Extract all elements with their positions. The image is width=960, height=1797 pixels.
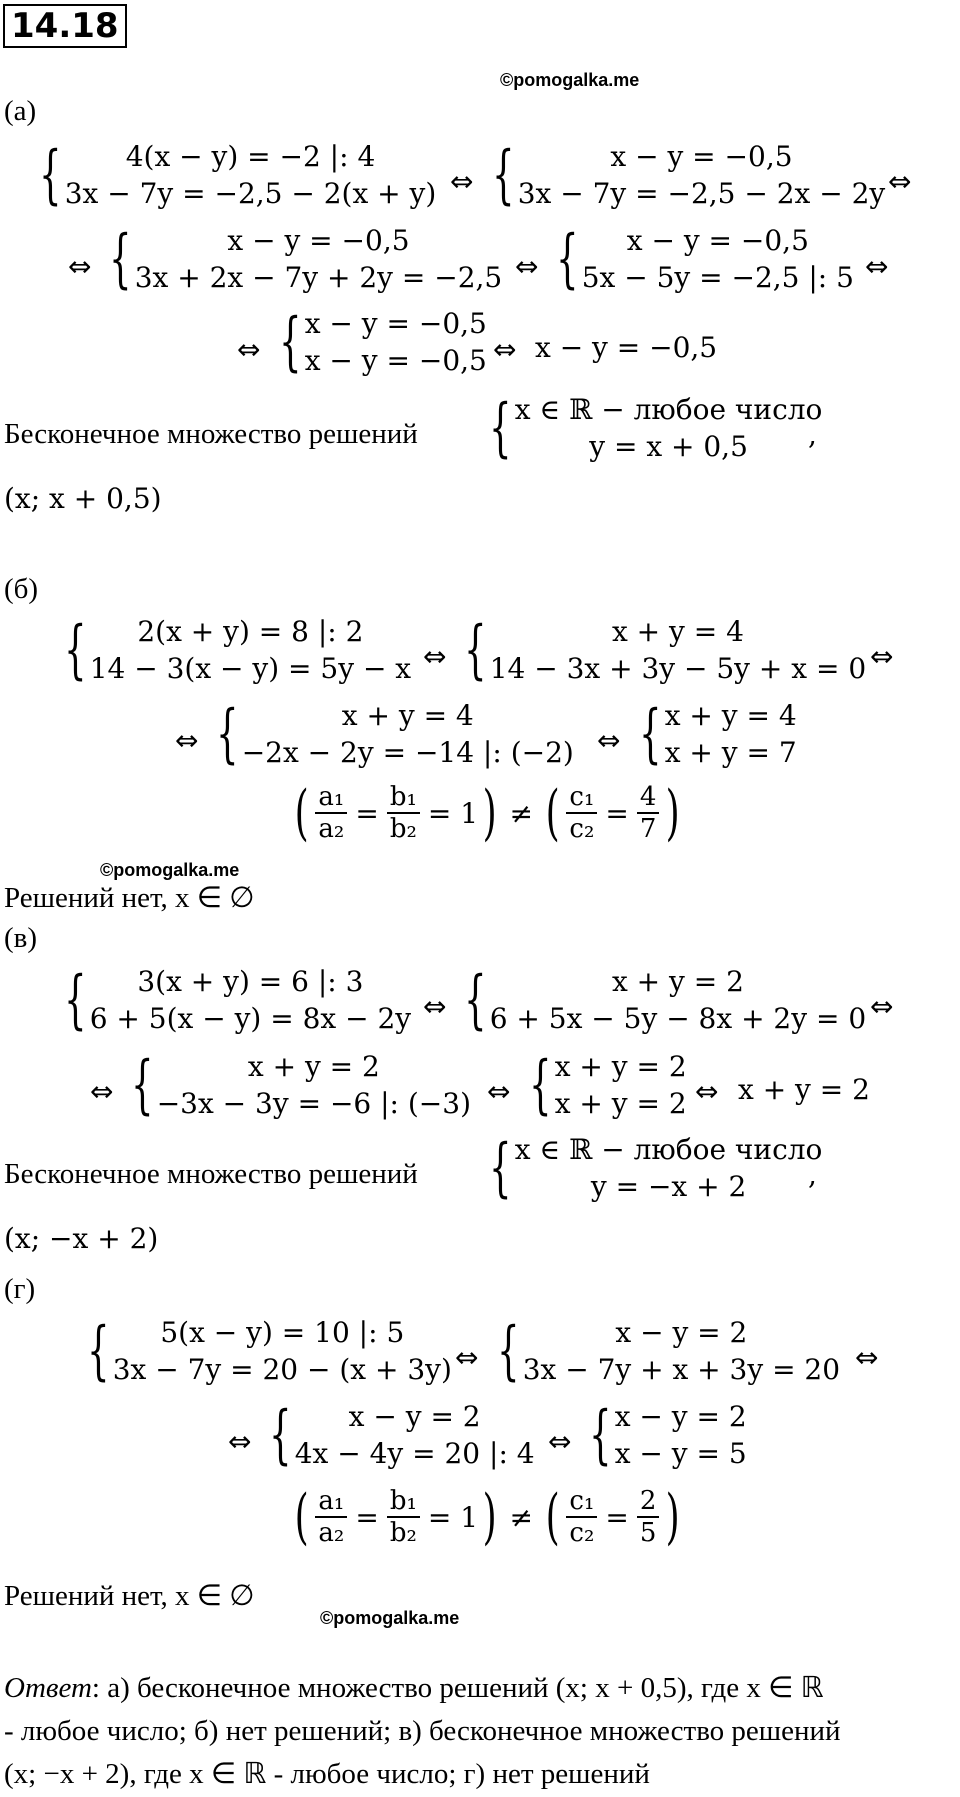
brace-icon: { <box>39 138 62 212</box>
iff-icon: ⇔ <box>237 333 261 366</box>
brace-icon: { <box>589 1398 612 1472</box>
comma: , <box>808 418 817 451</box>
iff-icon: ⇔ <box>423 640 447 673</box>
b-system-2: { x + y = 4 14 − 3x + 3y − 5y + x = 0 <box>464 613 867 687</box>
brace-icon: { <box>109 222 132 296</box>
iff-icon: ⇔ <box>423 990 447 1023</box>
part-b-label: (б) <box>4 573 39 605</box>
brace-icon: { <box>529 1048 552 1122</box>
g-coefficient-ratio: ( $\frac{\text{a₁}}{\text{a₂}}$ = $\frac{\text{b₁}}{\text{b₂}}$ = 1 ) ≠ ( $\frac{\text{c₁}}{\text{c₂}}$ = $\frac{2}{5}$ ) <box>294 1482 681 1552</box>
iff-icon: ⇔ <box>493 333 517 366</box>
a-system-2: { x − y = −0,5 3x − 7y = −2,5 − 2x − 2y <box>492 138 886 212</box>
brace-icon: { <box>556 222 579 296</box>
a-final-equation: x − y = −0,5 <box>535 331 718 364</box>
iff-icon: ⇔ <box>548 1425 572 1458</box>
a-system-5: { x − y = −0,5 x − y = −0,5 <box>279 305 487 379</box>
a-system-1: { 4(x − y) = −2 |: 4 3x − 7y = −2,5 − 2(x + y) <box>39 138 437 212</box>
brace-icon: { <box>489 1131 512 1205</box>
answer-block <box>4 1667 841 1796</box>
brace-icon: { <box>497 1314 520 1388</box>
v-system-1: { 3(x + y) = 6 |: 3 6 + 5(x − y) = 8x − 2y <box>64 963 412 1037</box>
part-g-label: (г) <box>4 1273 36 1305</box>
part-v-label: (в) <box>4 922 38 954</box>
g-system-4: { x − y = 2 x − y = 5 <box>589 1398 747 1472</box>
answer-line-2: - любое число; б) нет решений; в) бесконечное множество решений <box>4 1715 841 1747</box>
iff-icon: ⇔ <box>870 990 894 1023</box>
iff-icon: ⇔ <box>487 1075 511 1108</box>
iff-icon: ⇔ <box>597 724 621 757</box>
brace-icon: { <box>464 613 487 687</box>
answer-line-1: : а) бесконечное множество решений (x; x + 0,5), где x ∈ ℝ <box>91 1672 824 1704</box>
watermark: ©pomogalka.me <box>320 1608 460 1628</box>
b-conclusion: Решений нет, x ∈ ∅ <box>4 882 255 914</box>
answer-line-3: (x; −x + 2), где x ∈ ℝ - любое число; г) нет решений <box>4 1758 650 1790</box>
brace-icon: { <box>464 963 487 1037</box>
brace-icon: { <box>64 613 87 687</box>
b-coefficient-ratio: ( $\frac{\text{a₁}}{\text{a₂}}$ = $\frac{\text{b₁}}{\text{b₂}}$ = 1 ) ≠ ( $\frac{\text{c₁}}{\text{c₂}}$ = $\frac{4}{7}$ ) <box>294 778 681 848</box>
brace-icon: { <box>87 1314 110 1388</box>
iff-icon: ⇔ <box>175 724 199 757</box>
brace-icon: { <box>639 697 662 771</box>
v-system-4: { x + y = 2 x + y = 2 <box>529 1048 687 1122</box>
v-final-equation: x + y = 2 <box>738 1073 870 1106</box>
b-system-3: { x + y = 4 −2x − 2y = −14 |: (−2) <box>216 697 574 771</box>
watermark: ©pomogalka.me <box>100 860 240 880</box>
v-pair: (x; −x + 2) <box>4 1222 159 1255</box>
b-system-1: { 2(x + y) = 8 |: 2 14 − 3(x − y) = 5y − x <box>64 613 412 687</box>
iff-icon: ⇔ <box>68 250 92 283</box>
brace-icon: { <box>492 138 515 212</box>
v-solution-system: { x ∈ ℝ − любое число y = −x + 2 <box>489 1131 823 1205</box>
brace-icon: { <box>64 963 87 1037</box>
problem-number: 14.18 <box>3 4 127 48</box>
iff-icon: ⇔ <box>455 1341 479 1374</box>
brace-icon: { <box>489 391 512 465</box>
comma: , <box>808 1158 817 1191</box>
iff-icon: ⇔ <box>450 165 474 198</box>
iff-icon: ⇔ <box>228 1425 252 1458</box>
a-system-3: { x − y = −0,5 3x + 2x − 7y + 2y = −2,5 <box>109 222 503 296</box>
v-conclusion: Бесконечное множество решений <box>4 1158 418 1190</box>
a-conclusion: Бесконечное множество решений <box>4 418 418 450</box>
iff-icon: ⇔ <box>855 1341 879 1374</box>
brace-icon: { <box>269 1398 292 1472</box>
a-pair: (x; x + 0,5) <box>4 482 162 515</box>
iff-icon: ⇔ <box>870 640 894 673</box>
g-system-3: { x − y = 2 4x − 4y = 20 |: 4 <box>269 1398 535 1472</box>
brace-icon: { <box>131 1048 154 1122</box>
part-a-label: (а) <box>4 95 37 127</box>
b-system-4: { x + y = 4 x + y = 7 <box>639 697 797 771</box>
g-system-1: { 5(x − y) = 10 |: 5 3x − 7y = 20 − (x + 3y) <box>87 1314 452 1388</box>
iff-icon: ⇔ <box>695 1075 719 1108</box>
brace-icon: { <box>279 305 302 379</box>
g-conclusion: Решений нет, x ∈ ∅ <box>4 1580 255 1612</box>
answer-label: Ответ <box>4 1672 92 1704</box>
iff-icon: ⇔ <box>515 250 539 283</box>
v-system-3: { x + y = 2 −3x − 3y = −6 |: (−3) <box>131 1048 472 1122</box>
a-solution-system: { x ∈ ℝ − любое число y = x + 0,5 <box>489 391 823 465</box>
iff-icon: ⇔ <box>888 165 912 198</box>
iff-icon: ⇔ <box>865 250 889 283</box>
iff-icon: ⇔ <box>90 1075 114 1108</box>
v-system-2: { x + y = 2 6 + 5x − 5y − 8x + 2y = 0 <box>464 963 867 1037</box>
a-system-4: { x − y = −0,5 5x − 5y = −2,5 |: 5 <box>556 222 854 296</box>
watermark: ©pomogalka.me <box>500 70 640 90</box>
brace-icon: { <box>216 697 239 771</box>
g-system-2: { x − y = 2 3x − 7y + x + 3y = 20 <box>497 1314 841 1388</box>
